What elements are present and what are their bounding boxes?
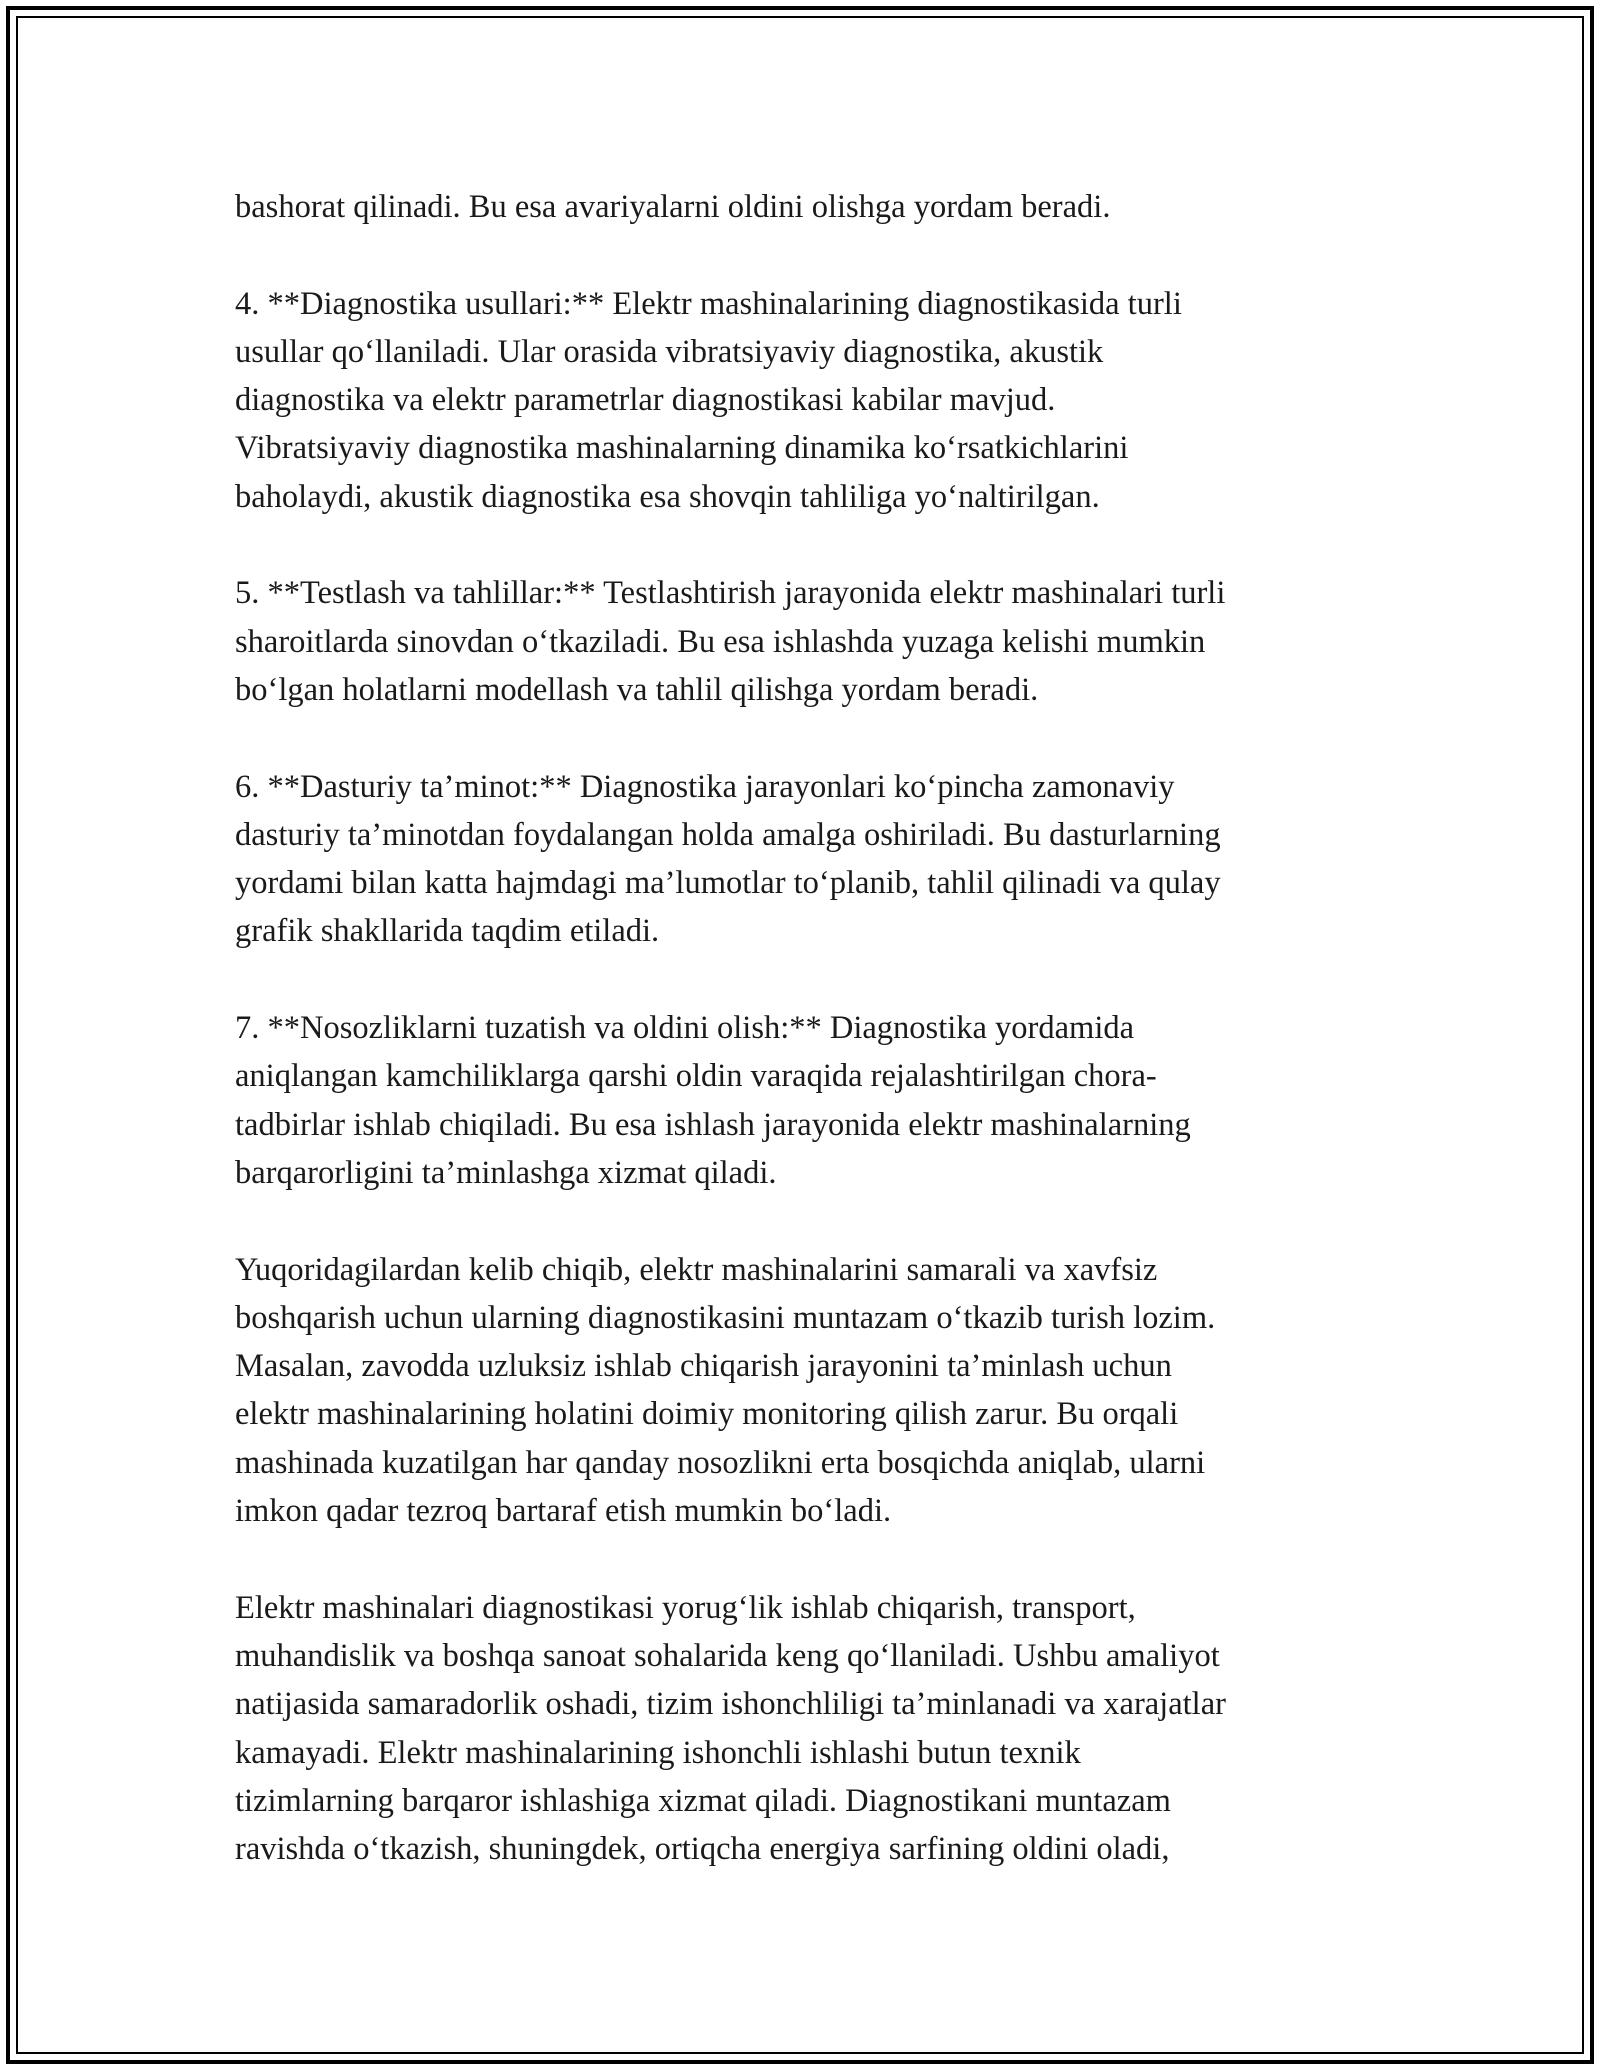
- paragraph-item-6-software: 6. **Dasturiy ta’minot:** Diagnostika jarayonlari ko‘pincha zamonaviy dasturiy ta’minotdan foydalangan holda amalga oshiriladi. Bu dasturlarning yordami bilan katta hajmdagi ma’lumotlar to‘planib, tahlil qilinadi va qulay grafik shakllarida taqdim etiladi.: [235, 768, 1221, 950]
- paragraph-continuation: bashorat qilinadi. Bu esa avariyalarni oldini olishga yordam beradi.: [235, 189, 1111, 225]
- paragraph-item-7-troubleshooting: 7. **Nosozliklarni tuzatish va oldini olish:** Diagnostika yordamida aniqlangan kamchiliklarga qarshi oldin varaqida rejalashtirilgan chora- tadbirlar ishlab chiqiladi. Bu esa ishlash jarayonida elektr mashinalarning barqarorligini ta’minlashga xizmat qiladi.: [235, 1010, 1191, 1191]
- paragraph-applications: Elektr mashinalari diagnostikasi yorug‘lik ishlab chiqarish, transport, muhandislik va boshqa sanoat sohalarida keng qo‘llaniladi. Ushbu amaliyot natijasida samaradorlik oshadi, tizim ishonchliligi ta’minlanadi va xarajatlar kamayadi. Elektr mashinalarining ishonchli ishlashi butun texnik tizimlarning barqaror ishlashiga xizmat qiladi. Diagnostikani muntazam ravishda o‘tkazish, shuningdek, ortiqcha energiya sarfining oldini oladi,: [235, 1589, 1226, 1868]
- document-body: [235, 183, 1365, 1873]
- paragraph-conclusion: Yuqoridagilardan kelib chiqib, elektr mashinalarini samarali va xavfsiz boshqarish uchun ularning diagnostikasini muntazam o‘tkazib turish lozim. Masalan, zavodda uzluksiz ishlab chiqarish jarayonini ta’minlash uchun elektr mashinalarining holatini doimiy monitoring qilish zarur. Bu orqali mashinada kuzatilgan har qanday nosozlikni erta bosqichda aniqlab, ularni imkon qadar tezroq bartaraf etish mumkin bo‘ladi.: [235, 1251, 1216, 1530]
- paragraph-item-4-diagnostics-methods: 4. **Diagnostika usullari:** Elektr mashinalarining diagnostikasida turli usullar qo‘llaniladi. Ular orasida vibratsiyaviy diagnostika, akustik diagnostika va elektr parametrlar diagnostikasi kabilar mavjud. Vibratsiyaviy diagnostika mashinalarning dinamika ko‘rsatkichlarini baholaydi, akustik diagnostika esa shovqin tahliliga yo‘naltirilgan.: [235, 285, 1182, 515]
- paragraph-item-5-testing: 5. **Testlash va tahlillar:** Testlashtirish jarayonida elektr mashinalari turli sharoitlarda sinovdan o‘tkaziladi. Bu esa ishlashda yuzaga kelishi mumkin bo‘lgan holatlarni modellash va tahlil qilishga yordam beradi.: [235, 575, 1226, 708]
